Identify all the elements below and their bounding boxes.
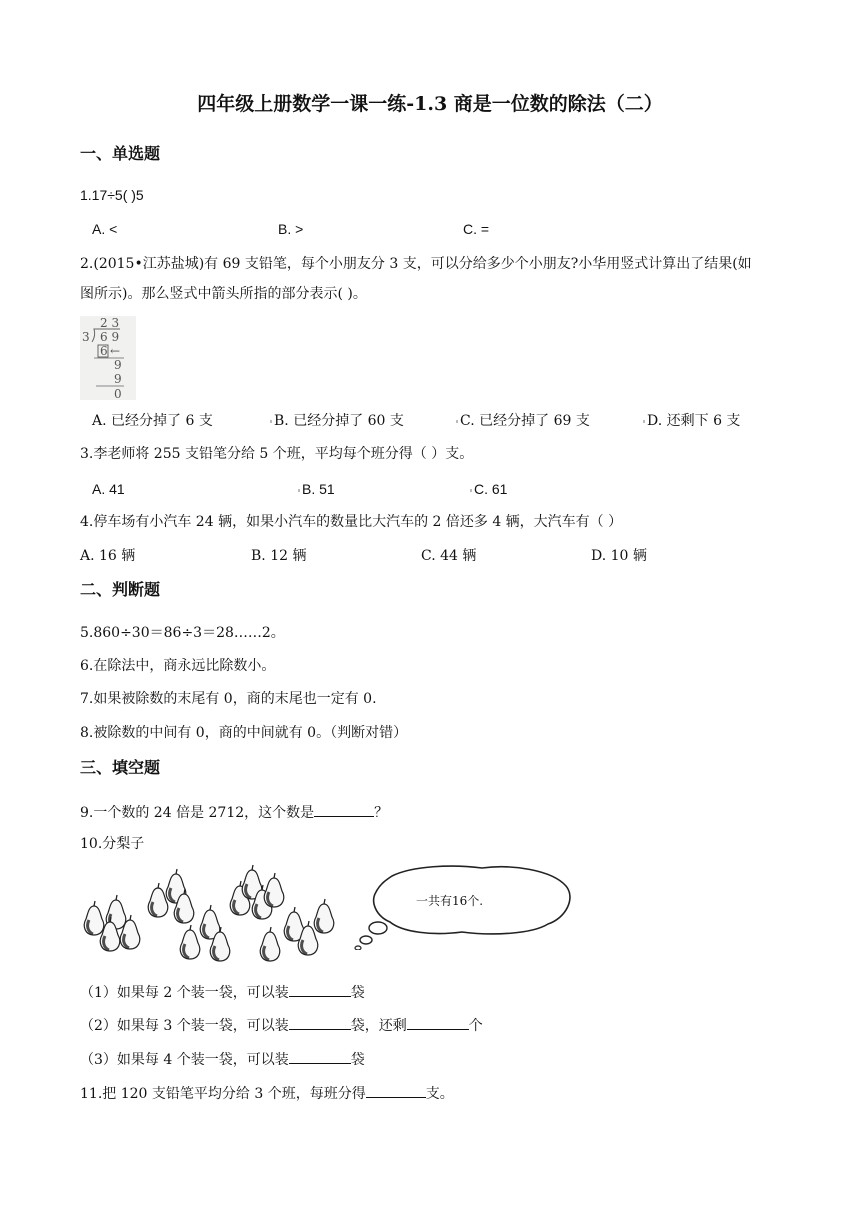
question-2-option-c[interactable]: C. 已经分掉了 69 支 [456,412,590,430]
question-3-stem: 3.李老师将 255 支铅笔分给 5 个班，平均每个班分得（ ）支。 [80,446,474,462]
question-6: 6.在除法中，商永远比除数小。 [80,658,276,674]
question-2-stem-line2: 图所示)。那么竖式中箭头所指的部分表示( )。 [80,286,367,302]
pear-icon [264,873,283,907]
question-9: 9.一个数的 24 倍是 2712，这个数是 ？ [80,802,388,822]
question-8: 8.被除数的中间有 0，商的中间就有 0。（判断对错） [80,725,408,741]
division-remainder: 0 [114,387,122,400]
question-1-option-b[interactable]: B. > [278,221,304,237]
division-step1: 6 [100,344,108,358]
answer-blank-q10-3[interactable] [289,1049,351,1064]
question-10-part-1: （1）如果每 2 个装一袋，可以装 袋 [80,982,365,1002]
answer-blank-q11[interactable] [366,1083,426,1098]
division-quotient: 2 3 [100,316,120,330]
arrow-icon: ← [110,344,121,358]
pear-icon [148,883,167,917]
answer-blank-q10-1[interactable] [289,982,351,997]
question-4-option-a[interactable]: A. 16 辆 [80,548,136,564]
thought-bubble [352,862,576,950]
question-3-option-b[interactable]: B. 51 [298,480,335,498]
question-2-option-d[interactable]: D. 还剩下 6 支 [643,412,740,430]
question-7: 7.如果被除数的末尾有 0，商的末尾也一定有 0. [80,691,377,707]
question-10-part-2: （2）如果每 3 个装一袋，可以装 袋，还剩 个 [80,1015,483,1035]
page-title: 四年级上册数学一课一练-1.3 商是一位数的除法（二） [197,93,663,115]
question-1-stem: 1.17÷5( )5 [80,187,144,203]
division-divisor: 3 [82,330,90,344]
pear-icon [84,901,103,935]
bubble-text: 一共有16个. [416,894,484,908]
pears-illustration [80,858,380,970]
pear-icon [180,925,199,959]
question-4-stem: 4.停车场有小汽车 24 辆，如果小汽车的数量比大汽车的 2 倍还多 4 辆，大汽车有（ ） [80,514,623,530]
question-3-option-c[interactable]: C. 61 [470,480,507,498]
question-2-stem-line1: 2.(2015•江苏盐城)有 69 支铅笔，每个小朋友分 3 支，可以分给多少个小朋友?小华用竖式计算出了结果(如 [80,256,752,272]
question-4-option-c[interactable]: C. 44 辆 [421,548,477,564]
question-10-part-3: （3）如果每 4 个装一袋，可以装 袋 [80,1049,365,1069]
section-heading-single-choice: 一、单选题 [80,144,161,163]
division-dividend: 6 9 [100,330,120,344]
question-10-title: 10.分梨子 [80,836,145,852]
answer-blank-q10-2b[interactable] [407,1015,469,1030]
question-5: 5.860÷30＝86÷3＝28……2。 [80,625,285,641]
long-division-figure [80,316,136,400]
section-heading-fill-in: 三、填空题 [80,758,161,777]
question-2-option-a[interactable]: A. 已经分掉了 6 支 [92,413,213,429]
answer-blank-q10-2a[interactable] [289,1015,351,1030]
division-step3: 9 [114,372,122,386]
section-heading-true-false: 二、判断题 [80,580,161,599]
question-3-option-a[interactable]: A. 41 [92,481,125,497]
division-step2: 9 [114,358,122,372]
answer-blank-q9[interactable] [314,802,374,817]
pear-icon [314,899,333,933]
question-1-option-c[interactable]: C. = [463,221,490,237]
question-1-option-a[interactable]: A. < [92,221,118,237]
question-11: 11.把 120 支铅笔平均分给 3 个班，每班分得 支。 [80,1083,454,1103]
pear-icon [260,927,279,961]
question-2-option-b[interactable]: B. 已经分掉了 60 支 [270,412,404,430]
question-4-option-d[interactable]: D. 10 辆 [591,548,647,564]
question-4-option-b[interactable]: B. 12 辆 [251,548,307,564]
